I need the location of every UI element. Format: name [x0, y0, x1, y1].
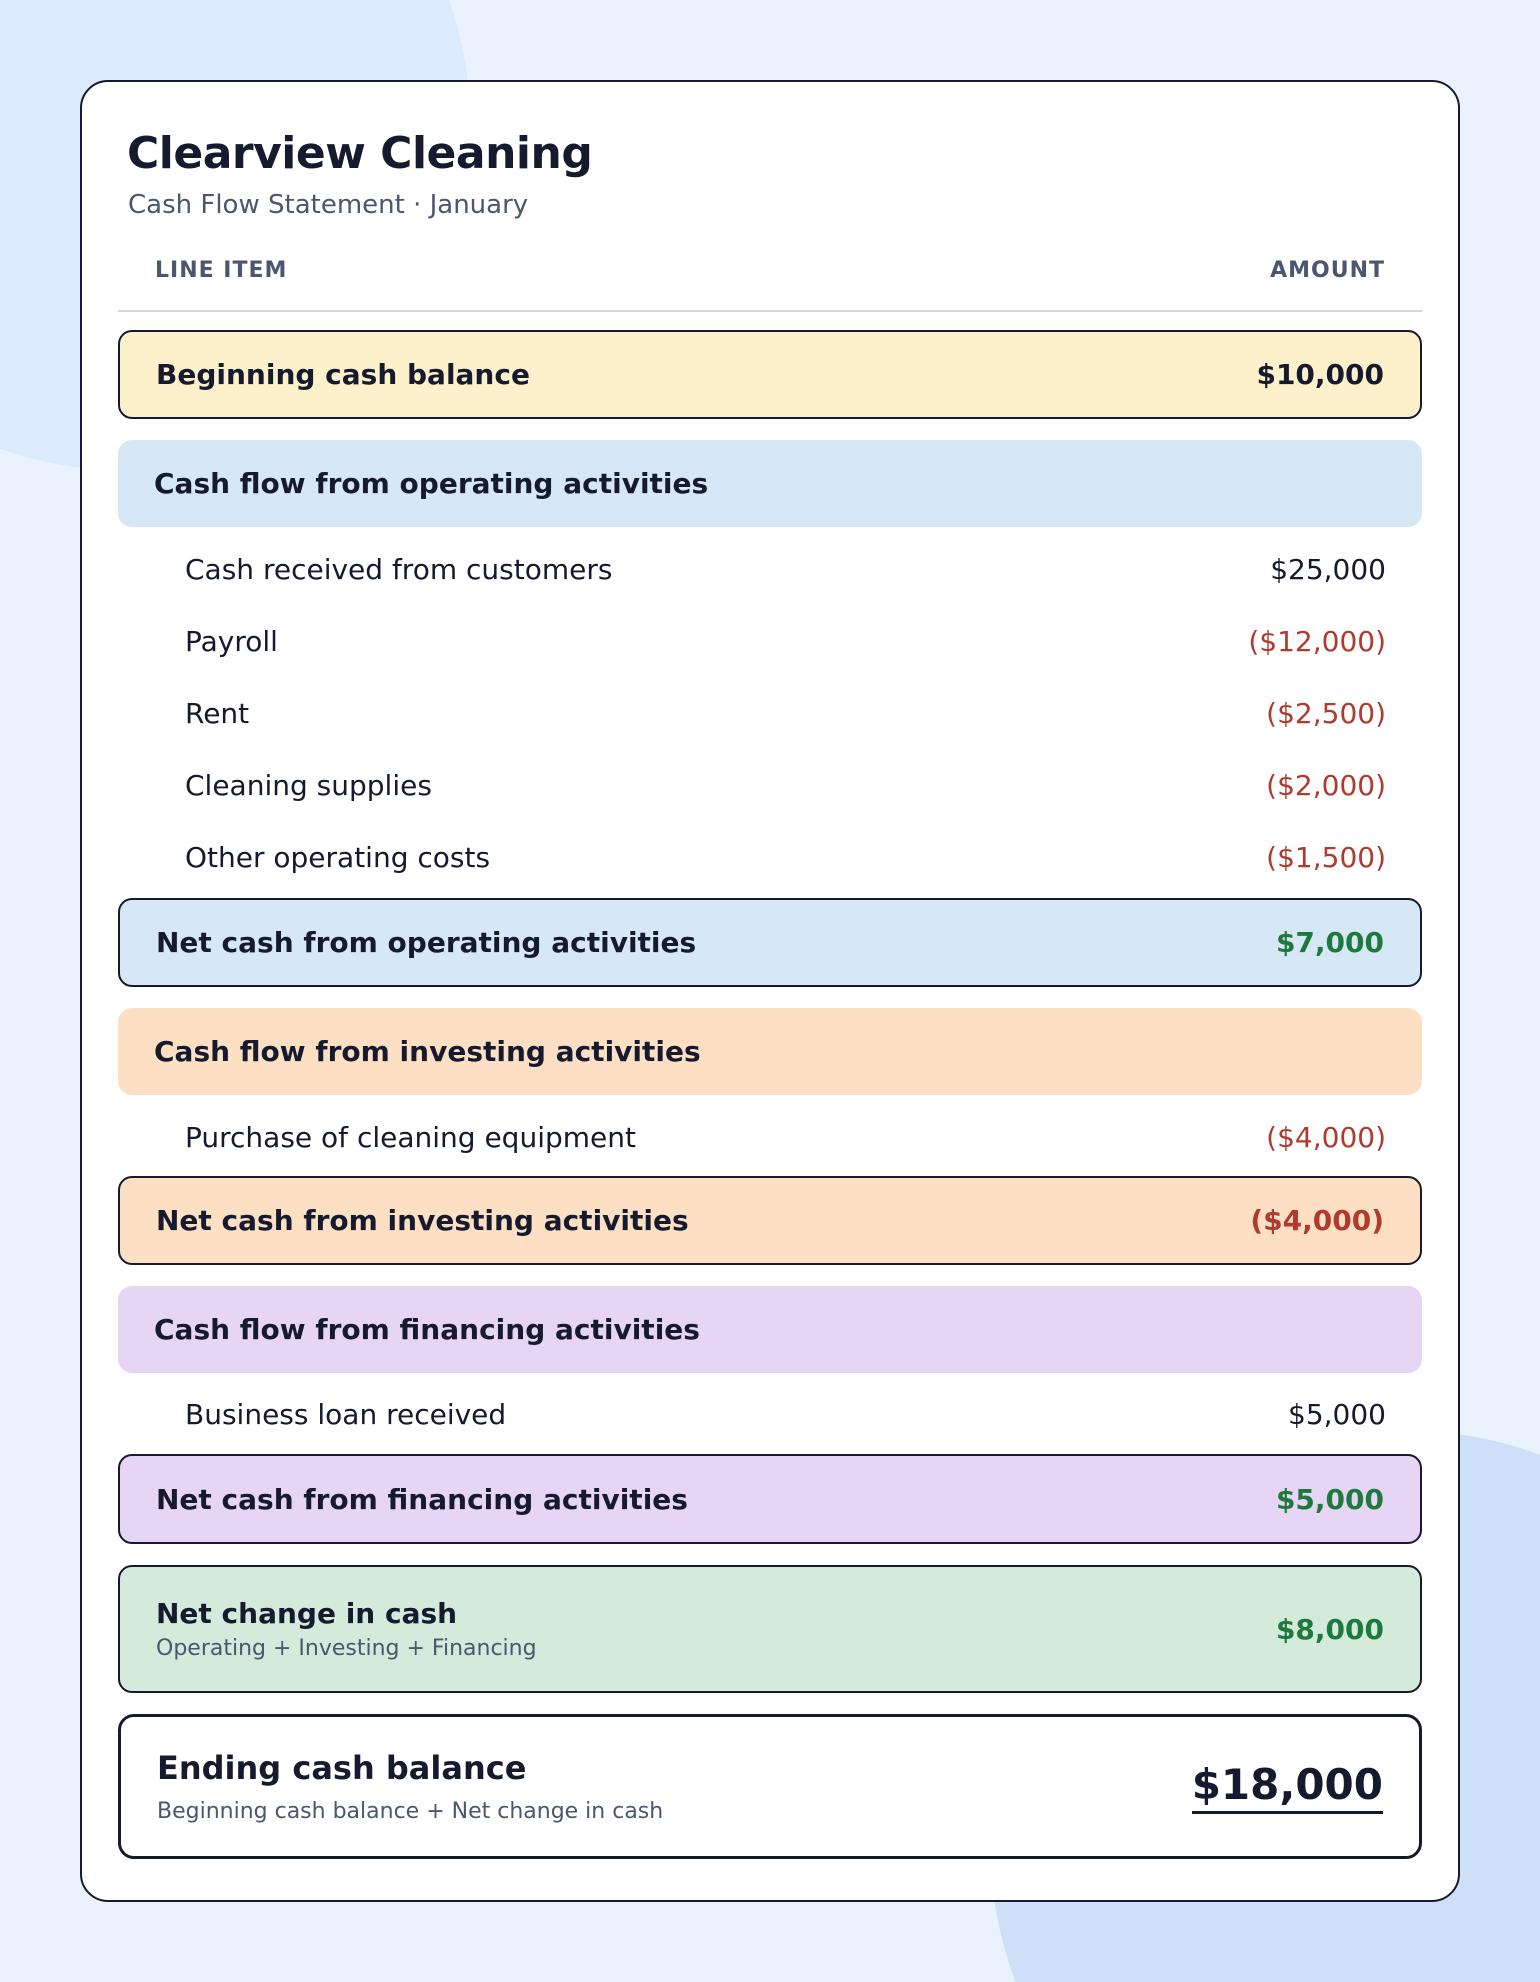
operating-section-header — [118, 440, 1422, 527]
line-item-row — [118, 1105, 1422, 1169]
ending-balance-amount: $18,000 — [1192, 1760, 1383, 1814]
line-item-row — [118, 1382, 1422, 1446]
line-item-row — [118, 609, 1422, 673]
line-item-label: Payroll — [185, 624, 278, 658]
line-item-row — [118, 681, 1422, 745]
operating-total-row — [118, 898, 1422, 987]
net-change-amount: $8,000 — [1275, 1612, 1384, 1646]
header-divider — [118, 310, 1422, 312]
beginning-balance-label: Beginning cash balance — [156, 358, 530, 391]
net-change-label-block — [156, 1597, 537, 1661]
company-title: Clearview Cleaning — [127, 128, 593, 179]
line-item-label: Other operating costs — [185, 840, 491, 874]
line-item-amount: $25,000 — [1270, 552, 1386, 586]
financing-total-label: Net cash from financing activities — [156, 1482, 688, 1516]
statement-card — [80, 80, 1460, 1902]
line-item-row — [118, 537, 1422, 601]
line-item-row — [118, 753, 1422, 817]
investing-section-header — [118, 1008, 1422, 1095]
line-item-row — [118, 825, 1422, 889]
line-item-label: Purchase of cleaning equipment — [185, 1120, 636, 1154]
line-item-amount: ($1,500) — [1266, 840, 1386, 874]
ending-balance-caption: Beginning cash balance + Net change in cash — [157, 1799, 664, 1824]
investing-total-amount: ($4,000) — [1250, 1204, 1384, 1237]
beginning-balance-amount: $10,000 — [1256, 358, 1384, 391]
line-item-amount: ($2,500) — [1266, 696, 1386, 730]
line-item-label: Business loan received — [185, 1397, 507, 1431]
beginning-balance-row — [118, 330, 1422, 419]
line-item-amount: ($4,000) — [1266, 1120, 1386, 1154]
column-header-line-item: LINE ITEM — [155, 258, 288, 283]
investing-total-row — [118, 1176, 1422, 1265]
operating-heading: Cash flow from operating activities — [154, 467, 709, 500]
line-item-label: Cash received from customers — [185, 552, 613, 586]
column-header-amount: AMOUNT — [1270, 258, 1385, 283]
ending-balance-label: Ending cash balance — [157, 1749, 527, 1787]
line-item-label: Cleaning supplies — [185, 768, 432, 802]
financing-total-row — [118, 1454, 1422, 1544]
line-item-amount: ($2,000) — [1266, 768, 1386, 802]
operating-total-amount: $7,000 — [1275, 926, 1384, 959]
line-item-amount: $5,000 — [1288, 1397, 1386, 1431]
line-item-amount: ($12,000) — [1248, 624, 1386, 658]
investing-heading: Cash flow from investing activities — [154, 1035, 701, 1068]
ending-balance-row — [118, 1714, 1422, 1859]
financing-heading: Cash flow from financing activities — [154, 1313, 700, 1346]
statement-subtitle: Cash Flow Statement · January — [128, 190, 529, 220]
net-change-label: Net change in cash — [156, 1597, 458, 1630]
net-change-caption: Operating + Investing + Financing — [156, 1636, 537, 1661]
financing-section-header — [118, 1286, 1422, 1373]
financing-total-amount: $5,000 — [1275, 1482, 1384, 1516]
investing-total-label: Net cash from investing activities — [156, 1204, 689, 1237]
operating-total-label: Net cash from operating activities — [156, 926, 697, 959]
ending-balance-label-block — [157, 1749, 663, 1824]
net-change-row — [118, 1565, 1422, 1693]
line-item-label: Rent — [185, 696, 250, 730]
